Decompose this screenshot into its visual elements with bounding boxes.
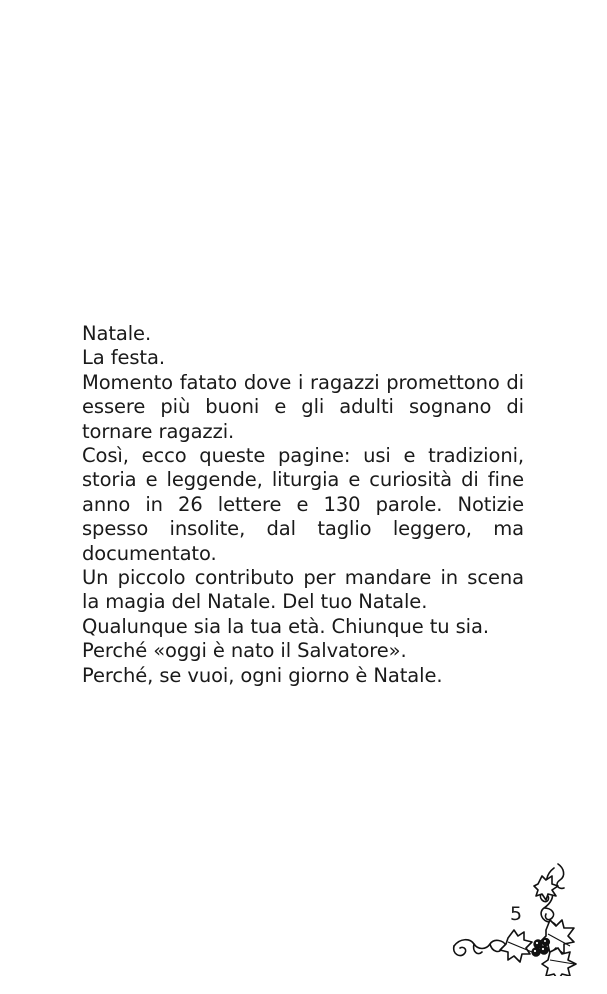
paragraph-6: Qualunque sia la tua età. Chiunque tu sia. [82, 614, 489, 638]
paragraph-7: Perché «oggi è nato il Salvatore». [82, 639, 407, 663]
page-number: 5 [510, 903, 523, 925]
holly-ornament-icon [446, 860, 582, 976]
paragraph-2: La festa. [82, 346, 165, 370]
paragraph-5: Un piccolo contributo per mandare in scena la magia del Natale. Del tuo Natale. [82, 566, 524, 614]
paragraph-4: Così, ecco queste pagine: usi e tradizioni, storia e leggende, liturgia e curiosità di fine anno in 26 lettere e 130 parole. Notizie spesso insolite, dal taglio leggero, ma documentato. [82, 444, 524, 565]
paragraph-3: Momento fatato dove i ragazzi promettono di essere più buoni e gli adulti sognano di tornare ragazzi. [82, 370, 524, 443]
paragraph-8: Perché, se vuoi, ogni giorno è Natale. [82, 663, 443, 687]
intro-text [82, 322, 524, 688]
paragraph-1: Natale. [82, 322, 152, 345]
